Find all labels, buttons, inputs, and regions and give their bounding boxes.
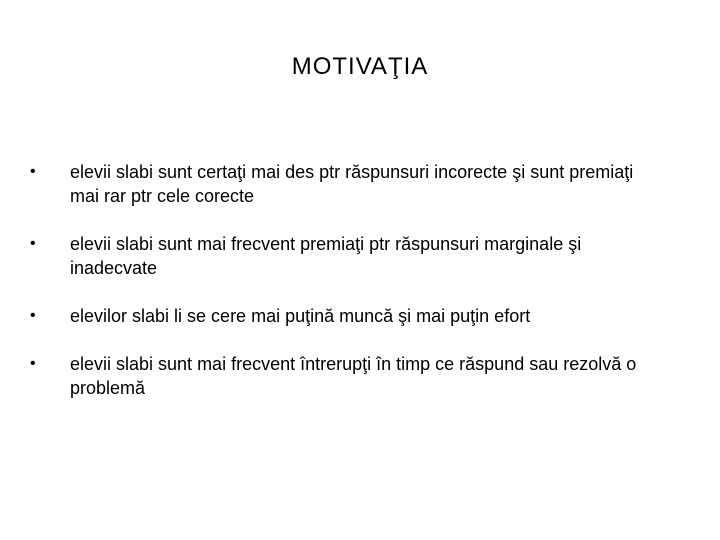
bullet-dot-icon: • — [30, 355, 36, 372]
bullet-list — [30, 160, 660, 424]
bullet-dot-icon: • — [30, 307, 36, 324]
slide-title: MOTIVAŢIA — [291, 53, 429, 80]
bullet-item — [30, 160, 660, 208]
bullet-dot-icon: • — [30, 235, 36, 252]
bullet-text: elevii slabi sunt mai frecvent întrerupţi în timp ce răspund sau rezolvă o problemă — [70, 354, 637, 398]
bullet-text: elevii slabi sunt certaţi mai des ptr răspunsuri incorecte şi sunt premiaţi mai rar ptr cele corecte — [70, 162, 634, 206]
bullet-text: elevii slabi sunt mai frecvent premiaţi ptr răspunsuri marginale şi inadecvate — [70, 234, 582, 278]
bullet-text: elevilor slabi li se cere mai puţină muncă şi mai puţin efort — [70, 306, 531, 326]
bullet-item — [30, 304, 660, 328]
bullet-item — [30, 232, 660, 280]
bullet-item — [30, 352, 660, 400]
bullet-dot-icon: • — [30, 163, 36, 180]
